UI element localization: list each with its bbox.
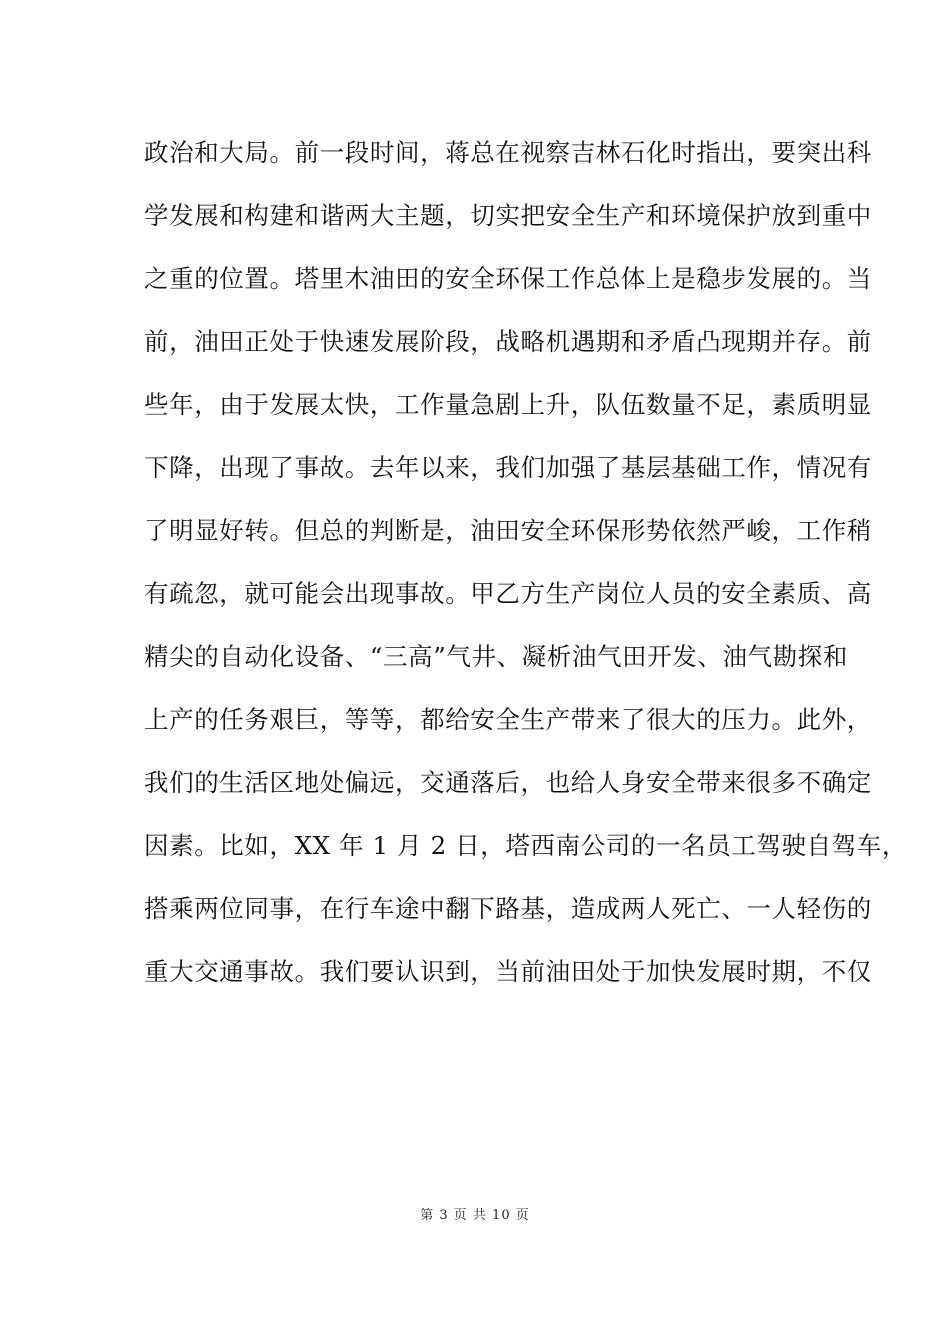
- text-line: 下降，出现了事故。去年以来，我们加强了基层基础工作，情况有: [144, 453, 872, 482]
- text-line: 我们的生活区地处偏远，交通落后，也给人身安全带来很多不确定: [144, 768, 872, 797]
- text-line: 了明显好转。但总的判断是，油田安全环保形势依然严峻，工作稍: [144, 516, 872, 545]
- text-line: 政治和大局。前一段时间，蒋总在视察吉林石化时指出，要突出科: [144, 138, 872, 167]
- text-line: 之重的位置。塔里木油田的安全环保工作总体上是稳步发展的。当: [144, 264, 872, 293]
- text-line: 前，油田正处于快速发展阶段，战略机遇期和矛盾凸现期并存。前: [144, 327, 872, 356]
- text-line: 些年，由于发展太快，工作量急剧上升，队伍数量不足，素质明显: [144, 390, 872, 419]
- page-number-footer: 第 3 页 共 10 页: [420, 1208, 530, 1223]
- body-text: [144, 134, 907, 1016]
- text-line: 精尖的自动化设备、“三高”气井、凝析油气田开发、油气勘探和: [144, 642, 848, 671]
- text-line: 有疏忽，就可能会出现事故。甲乙方生产岗位人员的安全素质、高: [144, 579, 872, 608]
- text-line: 重大交通事故。我们要认识到，当前油田处于加快发展时期，不仅: [144, 957, 872, 986]
- text-line: 因素。比如，XX 年 1 月 2 日，塔西南公司的一名员工驾驶自驾车，: [144, 831, 907, 860]
- text-line: 上产的任务艰巨，等等，都给安全生产带来了很大的压力。此外，: [144, 705, 872, 734]
- text-line: 搭乘两位同事，在行车途中翻下路基，造成两人死亡、一人轻伤的: [144, 894, 872, 923]
- text-line: 学发展和构建和谐两大主题，切实把安全生产和环境保护放到重中: [144, 201, 872, 230]
